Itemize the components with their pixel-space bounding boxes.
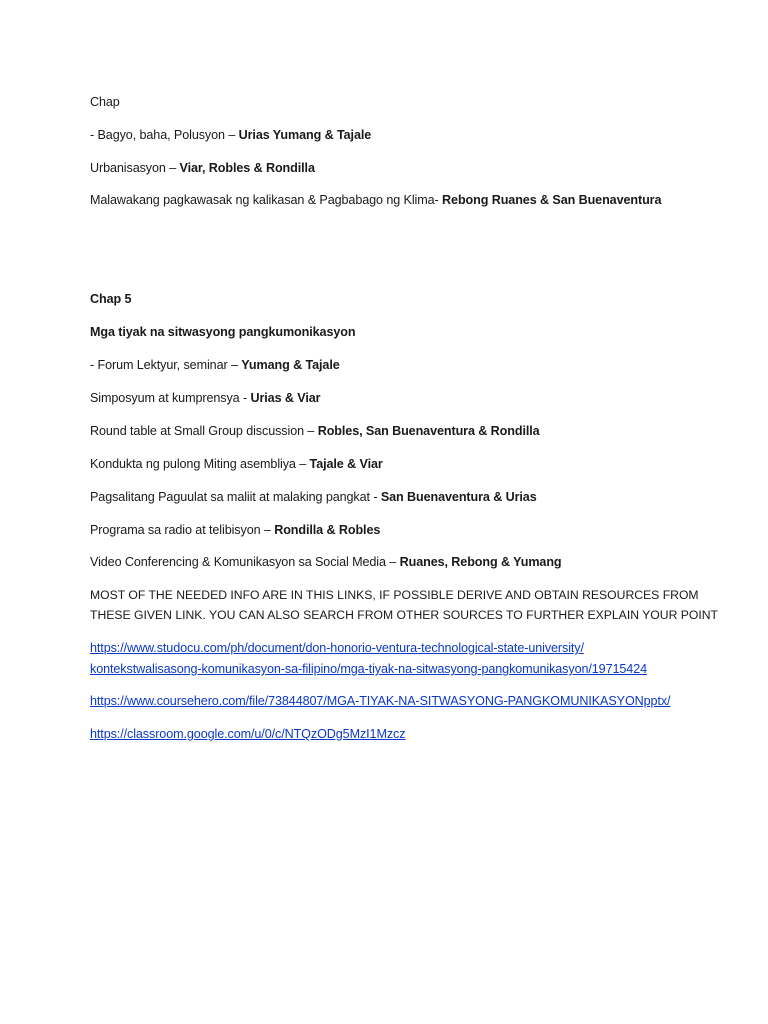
studocu-link-continuation[interactable]: kontekstwalisasong-komunikasyon-sa-filipino/mga-tiyak-na-sitwasyong-pangkomunikasyon/19715424 (90, 662, 648, 676)
topic-text: Malawakang pagkawasak ng kalikasan & Pagbabago ng Klima- (90, 193, 443, 207)
topic-text: Round table at Small Group discussion – (90, 424, 318, 438)
assignee-names: Rondilla & Robles (274, 523, 381, 537)
assignment-line (90, 522, 710, 538)
assignment-line (90, 554, 710, 570)
assignee-names: Tajale & Viar (309, 457, 383, 471)
topic-text: Programa sa radio at telibisyon – (90, 523, 275, 537)
assignee-names: Rebong Ruanes & San Buenaventura (442, 193, 662, 207)
assignment-line (90, 357, 710, 373)
assignment-line (90, 456, 710, 472)
topic-text: - Bagyo, baha, Polusyon – (90, 128, 239, 142)
section2-heading (90, 291, 710, 307)
coursehero-link-line (90, 693, 710, 709)
assignee-names: Yumang & Tajale (241, 358, 340, 372)
studocu-link[interactable]: https://www.studocu.com/ph/document/don-honorio-ventura-technological-state-university/ (90, 641, 584, 655)
note-line-1 (90, 587, 710, 603)
assignee-names: San Buenaventura & Urias (380, 490, 537, 504)
assignment-line (90, 192, 710, 208)
topic-text: Kondukta ng pulong Miting asembliya – (90, 457, 310, 471)
section2-heading-text: Chap 5 (90, 292, 132, 306)
section2-subheading (90, 324, 710, 340)
topic-text: Urbanisasyon – (90, 161, 180, 175)
assignee-names: Urias & Viar (250, 391, 321, 405)
coursehero-link[interactable]: https://www.coursehero.com/file/73844807/MGA-TIYAK-NA-SITWASYONG-PANGKOMUNIKASYONpptx/ (90, 694, 671, 708)
section1-heading (90, 94, 710, 110)
section1-heading-text: Chap (90, 95, 120, 109)
note-text: MOST OF THE NEEDED INFO ARE IN THIS LINKS, IF POSSIBLE DERIVE AND OBTAIN RESOURCES FROM (90, 588, 699, 602)
studocu-link-line-1 (90, 640, 710, 656)
topic-text: - Forum Lektyur, seminar – (90, 358, 242, 372)
assignee-names: Ruanes, Rebong & Yumang (399, 555, 562, 569)
assignee-names: Urias Yumang & Tajale (238, 128, 372, 142)
assignment-line (90, 127, 710, 143)
assignee-names: Viar, Robles & Rondilla (179, 161, 315, 175)
assignment-line (90, 390, 710, 406)
assignee-names: Robles, San Buenaventura & Rondilla (317, 424, 540, 438)
note-line-2 (90, 607, 719, 623)
classroom-link-line (90, 726, 710, 742)
google-classroom-link[interactable]: https://classroom.google.com/u/0/c/NTQzODg5MzI1Mzcz (90, 727, 406, 741)
note-text: THESE GIVEN LINK. YOU CAN ALSO SEARCH FROM OTHER SOURCES TO FURTHER EXPLAIN YOUR POINT (90, 608, 719, 622)
studocu-link-line-2 (90, 661, 710, 677)
assignment-line (90, 160, 710, 176)
topic-text: Video Conferencing & Komunikasyon sa Social Media – (90, 555, 400, 569)
topic-text: Simposyum at kumprensya - (90, 391, 251, 405)
section2-subheading-text: Mga tiyak na sitwasyong pangkumonikasyon (90, 325, 356, 339)
assignment-line (90, 489, 710, 505)
assignment-line (90, 423, 710, 439)
topic-text: Pagsalitang Paguulat sa maliit at malaking pangkat - (90, 490, 381, 504)
